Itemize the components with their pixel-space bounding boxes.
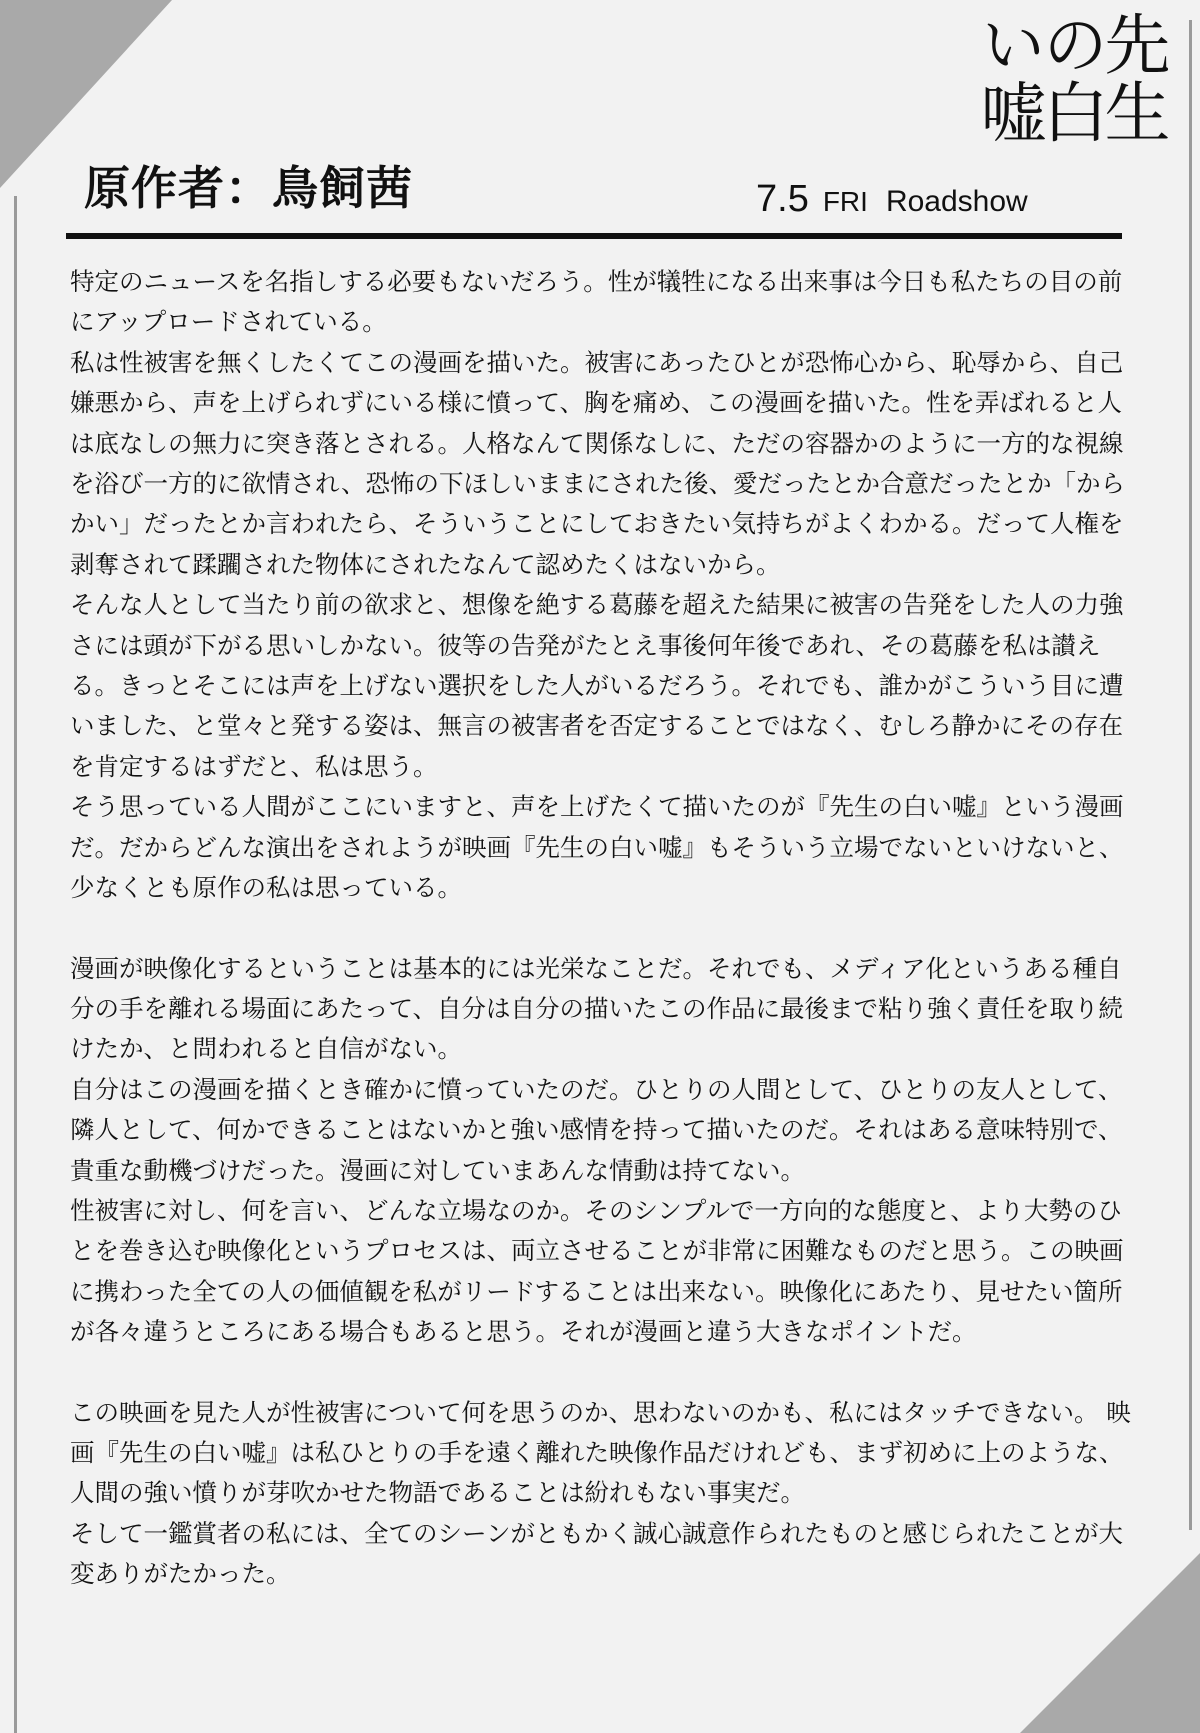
author-credit: 原作者：鳥飼茜 [84,161,413,215]
paragraph: そんな人として当たり前の欲求と、想像を絶する葛藤を超えた結果に被害の告発をした人の力強さには頭が下がる思いしかない。彼等の告発がたとえ事後何年後であれ、その葛藤を私は讃える。きっとそこには声を上げない選択をした人がいるだろう。それでも、誰かがこういう目に遭いました、と堂々と発する姿は、無言の被害者を否定することではなく、むしろ静かにその存在を肯定するはずだと、私は思う。 [70,590,1124,781]
header-divider [66,233,1122,239]
paragraph: 性被害に対し、何を言い、どんな立場なのか。そのシンプルで一方向的な態度と、より大勢のひとを巻き込む映像化というプロセスは、両立させることが非常に困難なものだと思う。この映画に携わった全ての人の価値観を私がリードすることは出来ない。映像化にあたり、見せたい箇所が各々違うところにある場合もあると思う。それが漫画と違う大きなポイントだ。 [70,1195,1124,1347]
right-vertical-rule [1189,20,1192,1530]
paragraph: 自分はこの漫画を描くとき確かに憤っていたのだ。ひとりの人間として、ひとりの友人として、隣人として、何かできることはないかと強い感情を持って描いたのだ。それはある意味特別で、貴重な動機づけだった。漫画に対していまあんな情動は持てない。 [70,1074,1123,1185]
paragraph: この映画を見た人が性被害について何を思うのか、思わないのかも、私にはタッチできない。 映画『先生の白い嘘』は私ひとりの手を遠く離れた映像作品だけれども、まず初めに上のような、人間の強い憤りが芽吹かせた物語であることは紛れもない事実だ。 [70,1397,1131,1508]
essay-body [70,262,1140,1595]
release-label: Roadshow [885,185,1028,218]
release-day: FRI [822,186,868,217]
movie-title: 先生の白い嘘 [969,10,1170,146]
paragraph: そして一鑑賞者の私には、全てのシーンがともかく誠心誠意作られたものと感じられたことが大変ありがたかった。 [70,1518,1124,1589]
paragraph: 特定のニュースを名指しする必要もないだろう。性が犠牲になる出来事は今日も私たちの目の前にアップロードされている。 [70,267,1123,337]
left-vertical-rule [14,196,17,1733]
section-gap [70,1353,1140,1393]
paragraph: 漫画が映像化するということは基本的には光栄なことだ。それでも、メディア化というある種自分の手を離れる場面にあたって、自分は自分の描いたこの作品に最後まで粘り強く責任を取り続けたか、と問われると自信がない。 [70,953,1124,1064]
paragraph: そう思っている人間がここにいますと、声を上げたくて描いたのが『先生の白い嘘』という漫画だ。だからどんな演出をされようが映画『先生の白い嘘』もそういう立場でないといけないと、少なくとも原作の私は思っている。 [70,792,1124,903]
section-gap [70,909,1140,949]
paragraph: 私は性被害を無くしたくてこの漫画を描いた。被害にあったひとが恐怖心から、恥辱から、自己嫌悪から、声を上げられずにいる様に憤って、胸を痛め、この漫画を描いた。性を弄ばれると人は底なしの無力に突き落とされる。人格なんて関係なしに、ただの容器かのように一方的な視線を浴び一方的に欲情され、恐怖の下ほしいままにされた後、愛だったとか合意だったとか「からかい」だったとか言われたら、そういうことにしておきたい気持ちがよくわかる。だって人権を剥奪されて蹂躙された物体にされたなんて認めたくはないから。 [70,347,1125,579]
release-date: 7.5 [756,178,809,220]
release-info [756,178,1028,221]
